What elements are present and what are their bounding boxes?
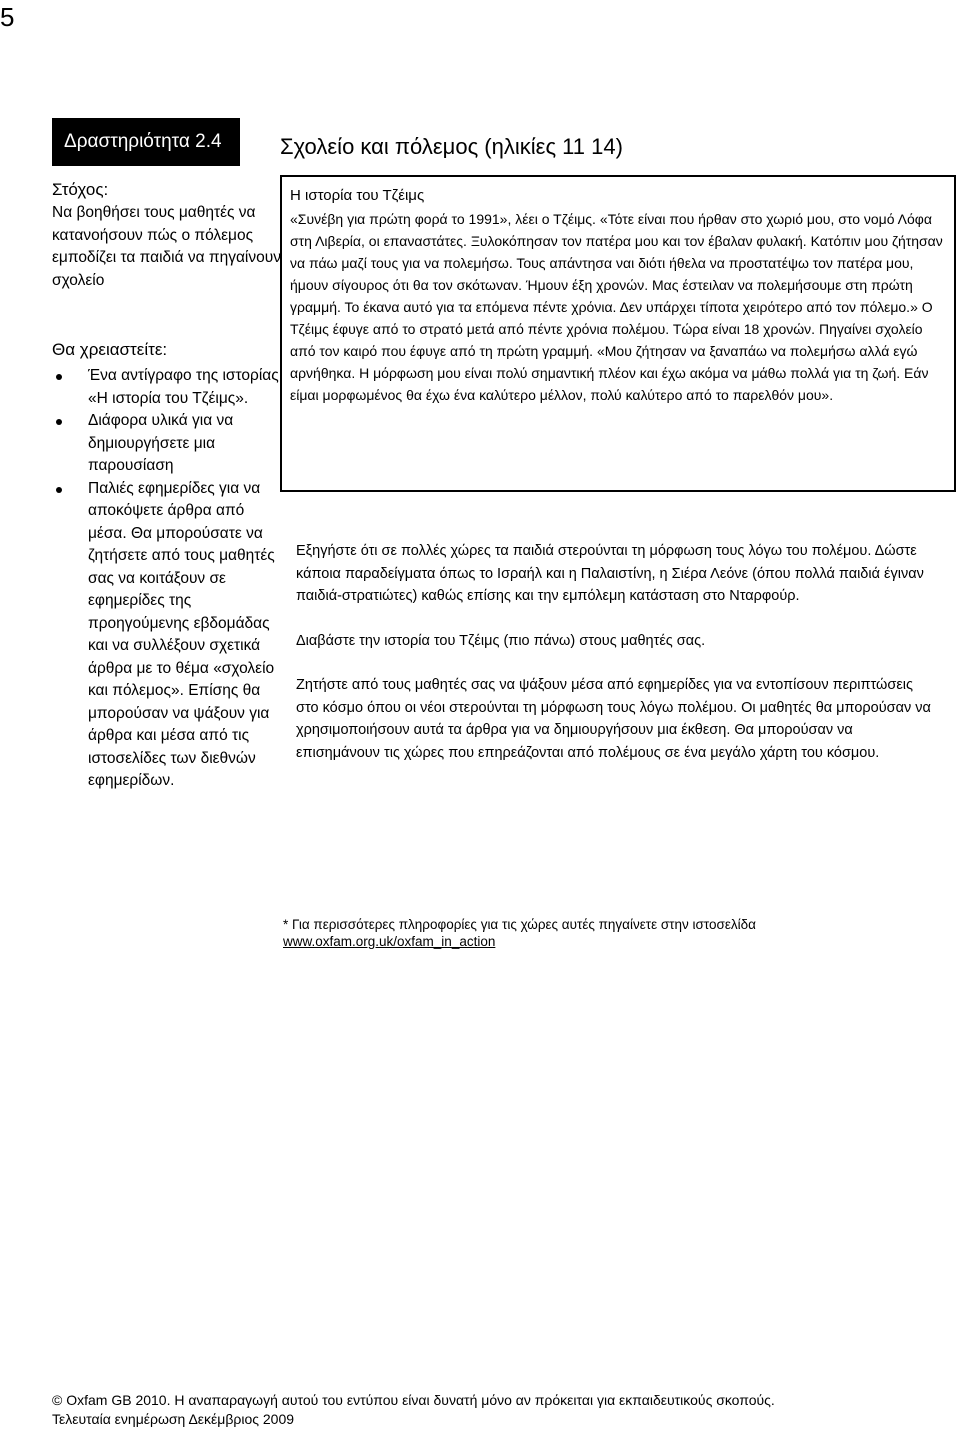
last-updated-text: Τελευταία ενημέρωση Δεκέμβριος 2009 bbox=[52, 1411, 295, 1427]
footnote-text: * Για περισσότερες πληροφορίες για τις χώρες αυτές πηγαίνετε στην ιστοσελίδα bbox=[283, 917, 756, 932]
story-heading: Η ιστορία του Τζέιμς bbox=[290, 187, 425, 204]
list-item bbox=[52, 478, 284, 793]
copyright-text: © Oxfam GB 2010. Η αναπαραγωγή αυτού του εντύπου είναι δυνατή μόνο αν πρόκειται για εκπαιδευτικούς σκοπούς. bbox=[52, 1392, 775, 1408]
list-item-text: Παλιές εφημερίδες για να αποκόψετε άρθρα από μέσα. Θα μπορούσατε να ζητήσετε από τους μαθητές σας να κοιτάξουν σε εφημερίδες της προηγούμενης εβδομάδας και να συλλέξουν σχετικά άρθρα με το θέμα «σχολείο και πόλεμος». Επίσης θα μπορούσαν να ψάξουν για άρθρα και μέσα από τις ιστοσελίδες των διεθνών εφημερίδων. bbox=[88, 479, 275, 789]
story-box bbox=[280, 175, 956, 492]
footer bbox=[52, 1391, 952, 1429]
activity-label: Δραστηριότητα 2.4 bbox=[52, 118, 240, 166]
goal-heading: Στόχος: bbox=[52, 180, 109, 199]
bullet-icon bbox=[56, 487, 62, 493]
needs-heading: Θα χρειαστείτε: bbox=[52, 340, 168, 359]
page-number: 5 bbox=[0, 2, 15, 32]
instructions bbox=[296, 540, 936, 786]
bullet-icon bbox=[56, 374, 62, 380]
sidebar bbox=[52, 178, 284, 793]
page-title: Σχολείο και πόλεμος (ηλικίες 11 14) bbox=[280, 134, 623, 159]
instruction-paragraph: Ζητήστε από τους μαθητές σας να ψάξουν μέσα από εφημερίδες για να εντοπίσουν περιπτώσεις στο κόσμο όπου οι νέοι στερούνται τη μόρφωση τους λόγω πολέμου. Οι μαθητές θα μπορούσαν να χρησιμοποιήσουν αυτά τα άρθρα για να δημιουργήσουν μια έκθεση. Θα μπορούσαν να επισημάνουν τις χώρες που επηρεάζονται από πολέμους σε ένα μεγάλο χάρτη του κόσμου. bbox=[296, 677, 931, 761]
list-item bbox=[52, 365, 284, 410]
goal-text: Να βοηθήσει τους μαθητές να κατανοήσουν πώς ο πόλεμος εμποδίζει τα παιδιά να πηγαίνουν σχολείο bbox=[52, 204, 281, 289]
story-text: «Συνέβη για πρώτη φορά το 1991», λέει ο Τζέιμς. «Τότε είναι που ήρθαν στο χωριό μου, στο νομό Λόφα στη Λιβερία, οι επαναστάτες. Ξυλοκόπησαν τον πατέρα μου και τον έβαλαν φυλακή. Κατόπιν μου ζήτησαν να πάω μαζί τους για να πολεμήσω. Τους απάντησα ναι διότι ήθελα να προστατέψω τον πατέρα μου, ήμουν σίγουρος ότι θα τον σκότωναν. Ήμουν έξη χρονών. Μας έστειλαν να πολεμήσουμε στη πρώτη γραμμή. Το έκανα αυτό για τα επόμενα πέντε χρόνια. Δεν υπάρχει τίποτα χειρότερο από τον πόλεμο.» Ο Τζέιμς έφυγε από το στρατό μετά από πέντε χρόνια πολέμου. Τώρα είναι 18 χρονών. Πηγαίνει σχολείο από τον καιρό που έφυγε από τη πρώτη γραμμή. «Μου ζήτησαν να ξαναπάω να πολεμήσω αλλά εγώ αρνήθηκα. Η μόρφωση μου είναι πολύ σημαντική πλέον και έχω ακόμα να μάθω πολλά για τη ζωή. Εάν είμαι μορφωμένος θα έχω ένα καλύτερο μέλλον, πολύ καλύτερο από το παρελθόν μου». bbox=[290, 211, 943, 403]
needs-list bbox=[52, 365, 284, 793]
list-item-text: Διάφορα υλικά για να δημιουργήσετε μια παρουσίαση bbox=[88, 412, 234, 474]
footnote bbox=[283, 916, 943, 950]
instruction-paragraph: Διαβάστε την ιστορία του Τζέιμς (πιο πάνω) στους μαθητές σας. bbox=[296, 632, 706, 649]
list-item-text: Ένα αντίγραφο της ιστορίας «Η ιστορία του Τζέιμς». bbox=[88, 367, 279, 407]
instruction-paragraph: Εξηγήστε ότι σε πολλές χώρες τα παιδιά στερούνται τη μόρφωση τους λόγω του πολέμου. Δώστε κάποια παραδείγματα όπως το Ισραήλ και η Παλαιστίνη, η Σιέρα Λεόνε (όπου πολλά παιδιά έγιναν παιδιά-στρατιώτες) καθώς επίσης και την εμπόλεμη κατάσταση στο Νταρφούρ. bbox=[296, 543, 924, 604]
list-item bbox=[52, 410, 284, 478]
oxfam-link[interactable]: www.oxfam.org.uk/oxfam_in_action bbox=[283, 934, 496, 949]
bullet-icon bbox=[56, 419, 62, 425]
